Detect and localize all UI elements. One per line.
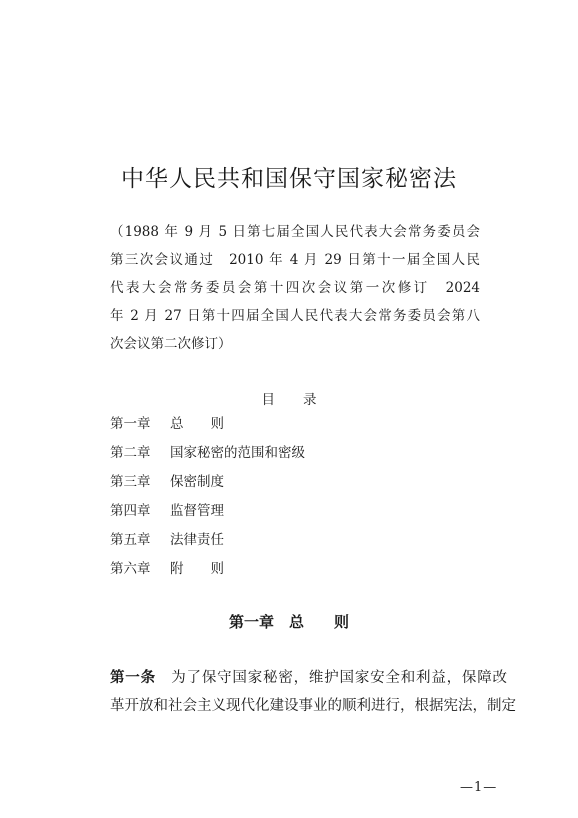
toc-chapter-title: 附 则 [170,561,224,577]
toc-chapter-number: 第五章 [110,532,151,548]
article-line: 革开放和社会主义现代化建设事业的顺利进行，根据宪法，制定 [110,698,516,714]
article-label: 第一条 [110,670,156,686]
toc-item [110,530,305,559]
adoption-history-line: （1988 年 9 月 5 日第七届全国人民代表大会常务委员会 [110,224,480,240]
table-of-contents [110,414,305,588]
toc-item [110,443,305,472]
toc-item [110,472,305,501]
toc-chapter-title: 保密制度 [170,474,224,490]
toc-chapter-title: 法律责任 [170,532,224,548]
article-1 [110,664,516,720]
adoption-history [110,218,480,358]
adoption-history-line: 次会议第二次修订） [110,336,232,352]
toc-chapter-title: 监督管理 [170,503,224,519]
toc-chapter-number: 第一章 [110,416,151,432]
toc-chapter-number: 第二章 [110,445,151,461]
toc-chapter-number: 第三章 [110,474,151,490]
toc-item [110,501,305,530]
page-number: —1— [460,780,498,795]
toc-item [110,559,305,588]
toc-chapter-title: 总 则 [170,416,224,432]
table-of-contents-heading [0,388,578,408]
toc-chapter-title: 国家秘密的范围和密级 [170,445,305,461]
toc-chapter-number: 第六章 [110,561,151,577]
adoption-history-line: 代表大会常务委员会第十四次会议第一次修订 2024 [110,280,480,296]
toc-heading-right: 录 [303,392,317,408]
toc-item [110,414,305,443]
article-line [110,664,507,692]
adoption-history-line: 年 2 月 27 日第十四届全国人民代表大会常务委员会第八 [110,308,480,324]
document-title: 中华人民共和国保守国家秘密法 [121,166,457,192]
chapter-heading: 第一章 总 则 [228,613,349,631]
toc-chapter-number: 第四章 [110,503,151,519]
adoption-history-line: 第三次会议通过 2010 年 4 月 29 日第十一届全国人民 [110,252,480,268]
article-text: 为了保守国家秘密，维护国家安全和利益，保障改 [171,670,508,686]
toc-heading-left: 目 [261,392,275,408]
